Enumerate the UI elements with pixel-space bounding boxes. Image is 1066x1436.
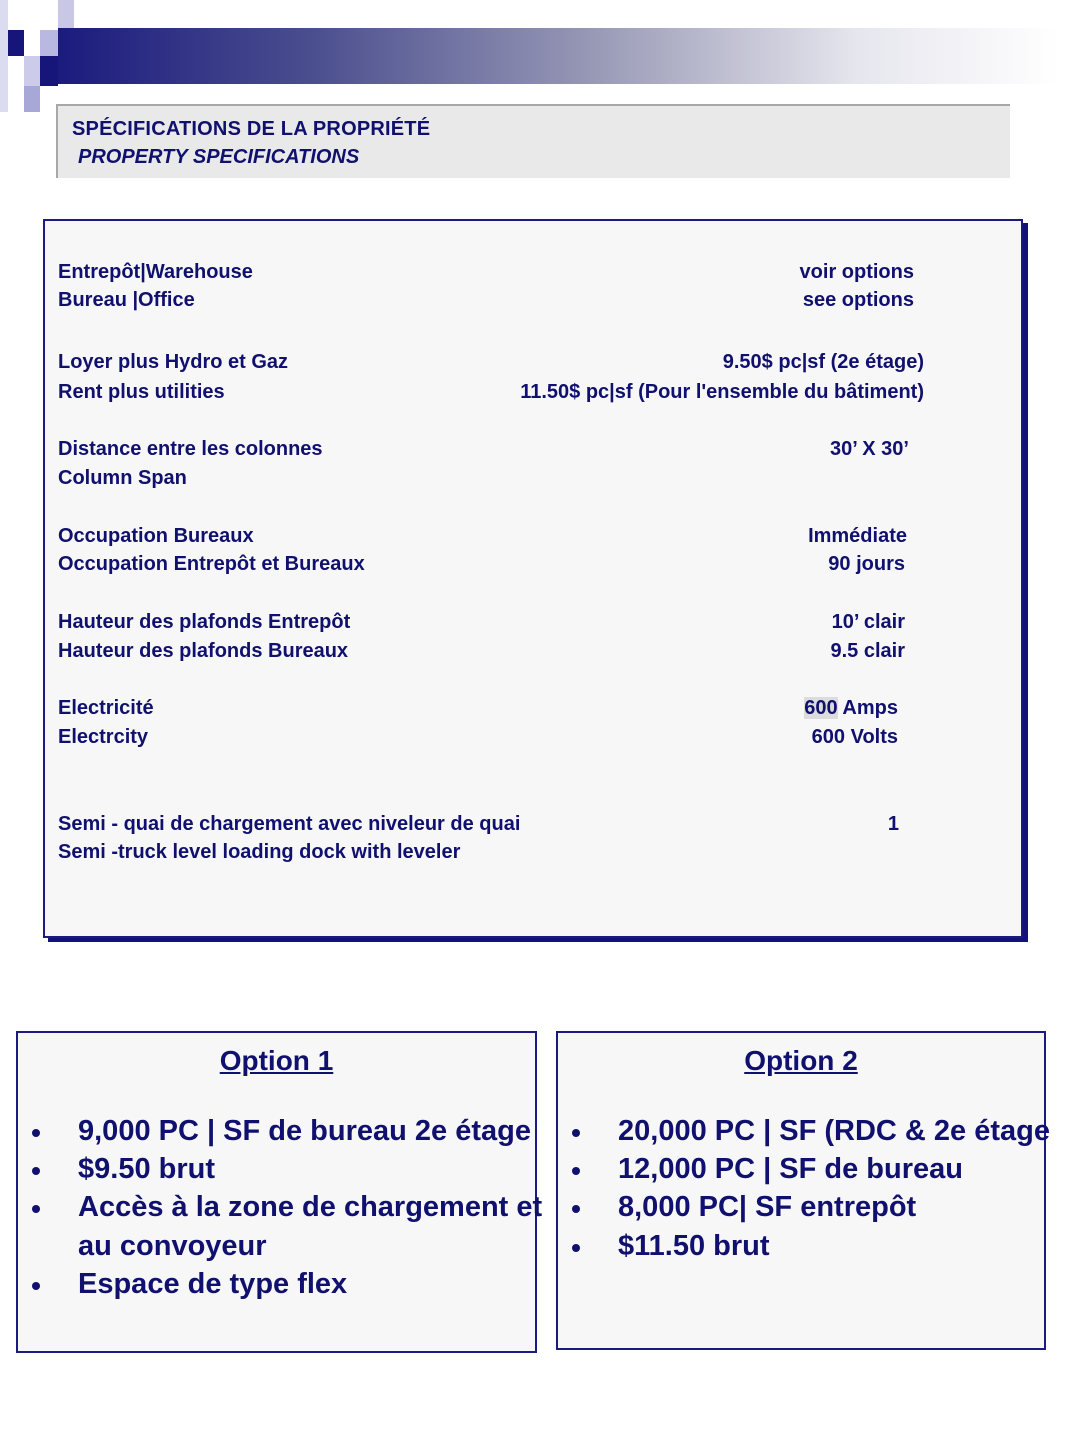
bullet-icon (572, 1167, 580, 1175)
bullet-icon (32, 1129, 40, 1137)
list-item: Espace de type flex (78, 1268, 348, 1300)
spec-label: Semi -truck level loading dock with leveler (58, 841, 461, 863)
spec-value: 600 Volts (811, 726, 898, 748)
bullet-icon (572, 1129, 580, 1137)
spec-value: 10’ clair (831, 611, 905, 633)
bullet-icon (572, 1205, 580, 1213)
spec-label: Entrepôt|Warehouse (58, 261, 253, 283)
title-bar (56, 104, 1010, 178)
spec-value (804, 697, 898, 720)
spec-label: Electricité (58, 697, 154, 719)
list-item: 8,000 PC| SF entrepôt (618, 1191, 917, 1223)
spec-value: 11.50$ pc|sf (Pour l'ensemble du bâtiment) (520, 381, 924, 403)
spec-value: 9.50$ pc|sf (2e étage) (722, 351, 924, 373)
spec-label: Bureau |Office (58, 289, 195, 311)
spec-label: Rent plus utilities (58, 381, 225, 403)
spec-label: Hauteur des plafonds Entrepôt (58, 611, 351, 633)
list-item: 9,000 PC | SF de bureau 2e étage (78, 1115, 531, 1147)
spec-value: see options (802, 289, 914, 311)
spec-value: 9.5 clair (830, 640, 905, 662)
option-2-panel (556, 1031, 1050, 1350)
decorative-square (24, 86, 40, 112)
spec-value: voir options (799, 261, 914, 283)
page-title-fr: SPÉCIFICATIONS DE LA PROPRIÉTÉ (72, 118, 431, 140)
spec-label: Hauteur des plafonds Bureaux (58, 640, 349, 662)
spec-label: Occupation Bureaux (58, 525, 254, 547)
decorative-square (40, 30, 58, 56)
spec-label: Column Span (58, 467, 187, 489)
bullet-icon (572, 1244, 580, 1252)
list-item: 12,000 PC | SF de bureau (618, 1153, 963, 1185)
option-1-title: Option 1 (219, 1045, 334, 1076)
bullet-icon (32, 1282, 40, 1290)
decorative-square (58, 0, 74, 28)
bullet-icon (32, 1167, 40, 1175)
spec-label: Occupation Entrepôt et Bureaux (58, 553, 365, 575)
page-title-en: PROPERTY SPECIFICATIONS (78, 146, 360, 168)
list-item: Accès à la zone de chargement et (78, 1191, 543, 1223)
decorative-square (8, 30, 24, 56)
list-item: $11.50 brut (618, 1230, 770, 1262)
list-item: $9.50 brut (78, 1153, 215, 1185)
spec-label: Loyer plus Hydro et Gaz (58, 351, 289, 373)
decorative-square (24, 56, 40, 86)
amps-unit: Amps (837, 697, 898, 719)
spec-value: 30’ X 30’ (830, 438, 909, 460)
amps-number-highlight: 600 (804, 697, 838, 719)
spec-value: 1 (887, 813, 899, 835)
option-1-panel (16, 1031, 543, 1353)
spec-label: Electrcity (58, 726, 149, 748)
spec-label: Distance entre les colonnes (58, 438, 323, 460)
list-item: 20,000 PC | SF (RDC & 2e étage (618, 1115, 1050, 1147)
option-2-title: Option 2 (744, 1045, 858, 1076)
header-gradient-bar (58, 28, 1058, 84)
decorative-square (40, 56, 58, 86)
list-item-continuation: au convoyeur (78, 1230, 267, 1262)
spec-value: Immédiate (808, 525, 907, 547)
spec-label: Semi - quai de chargement avec niveleur de quai (58, 813, 521, 835)
decorative-square (0, 0, 8, 112)
bullet-icon (32, 1205, 40, 1213)
specifications-panel (43, 219, 1023, 938)
spec-value: 90 jours (828, 553, 905, 575)
